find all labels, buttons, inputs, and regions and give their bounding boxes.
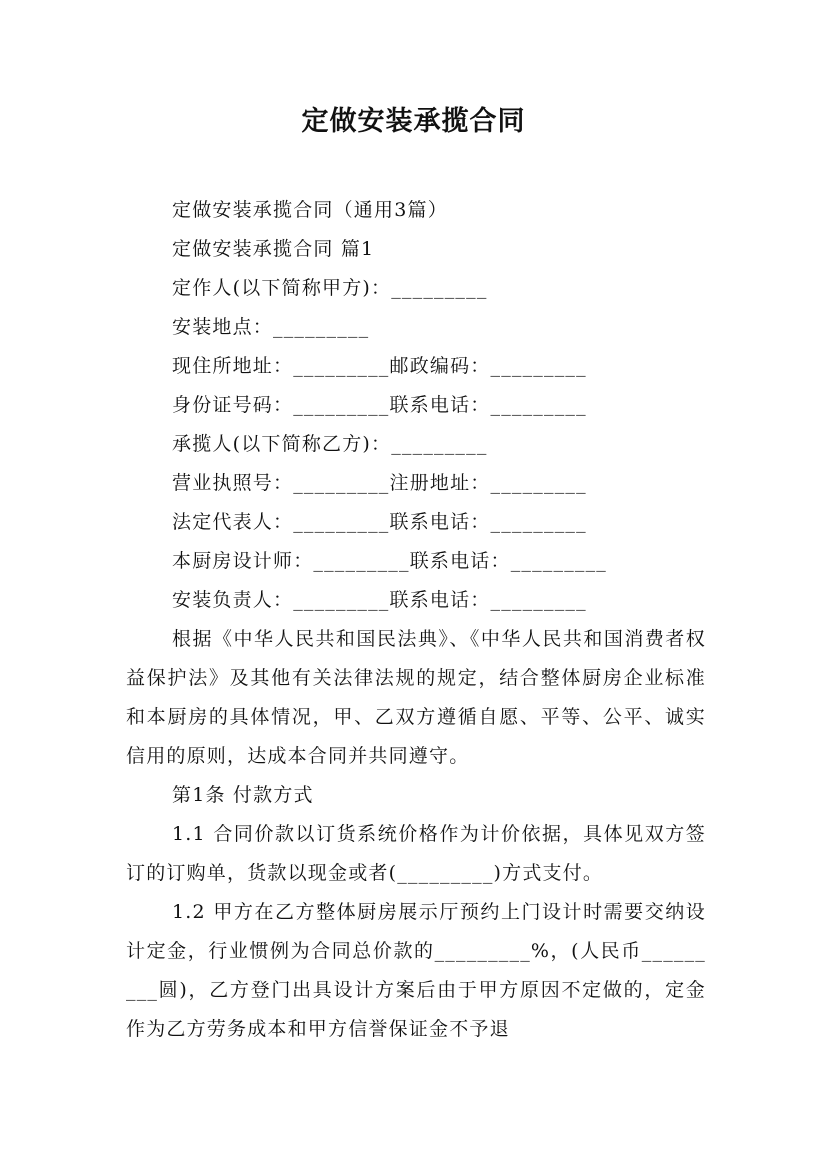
- address-postcode-line: 现住所地址：_________邮政编码：_________: [172, 355, 587, 377]
- intro-paragraph: 根据《中华人民共和国民法典》、《中华人民共和国消费者权益保护法》及其他有关法律法规的规定，结合整体厨房企业标准和本厨房的具体情况，甲、乙双方遵循自愿、平等、公平、诚实信用的原则，达成本合同并共同遵守。: [126, 628, 706, 767]
- party-a-line: 定作人(以下简称甲方)：_________: [172, 277, 488, 299]
- designer-phone-line: 本厨房设计师：_________联系电话：_________: [172, 550, 608, 572]
- contract-subtitle: 定做安装承揽合同（通用3篇）: [172, 199, 448, 221]
- document-body: [126, 191, 706, 1049]
- document-title: 定做安装承揽合同: [301, 106, 526, 137]
- party-b-line: 承揽人(以下简称乙方)：_________: [172, 433, 488, 455]
- clause-1-1: 1.1 合同价款以订货系统价格作为计价依据，具体见双方签订的订购单，货款以现金或者(_________)方式支付。: [126, 823, 706, 884]
- article-1-heading: 第1条 付款方式: [172, 784, 314, 806]
- license-address-line: 营业执照号：_________注册地址：_________: [172, 472, 587, 494]
- install-lead-phone-line: 安装负责人：_________联系电话：_________: [172, 589, 587, 611]
- legal-rep-phone-line: 法定代表人：_________联系电话：_________: [172, 511, 587, 533]
- install-location-line: 安装地点：_________: [172, 316, 370, 338]
- contract-part-heading: 定做安装承揽合同 篇1: [172, 238, 375, 260]
- id-phone-line: 身份证号码：_________联系电话：_________: [172, 394, 587, 416]
- clause-1-2: 1.2 甲方在乙方整体厨房展示厅预约上门设计时需要交纳设计定金，行业惯例为合同总价款的_________%，(人民币_________圆)，乙方登门出具设计方案后由于甲方原因不定做的，定金作为乙方劳务成本和甲方信誉保证金不予退: [126, 901, 706, 1040]
